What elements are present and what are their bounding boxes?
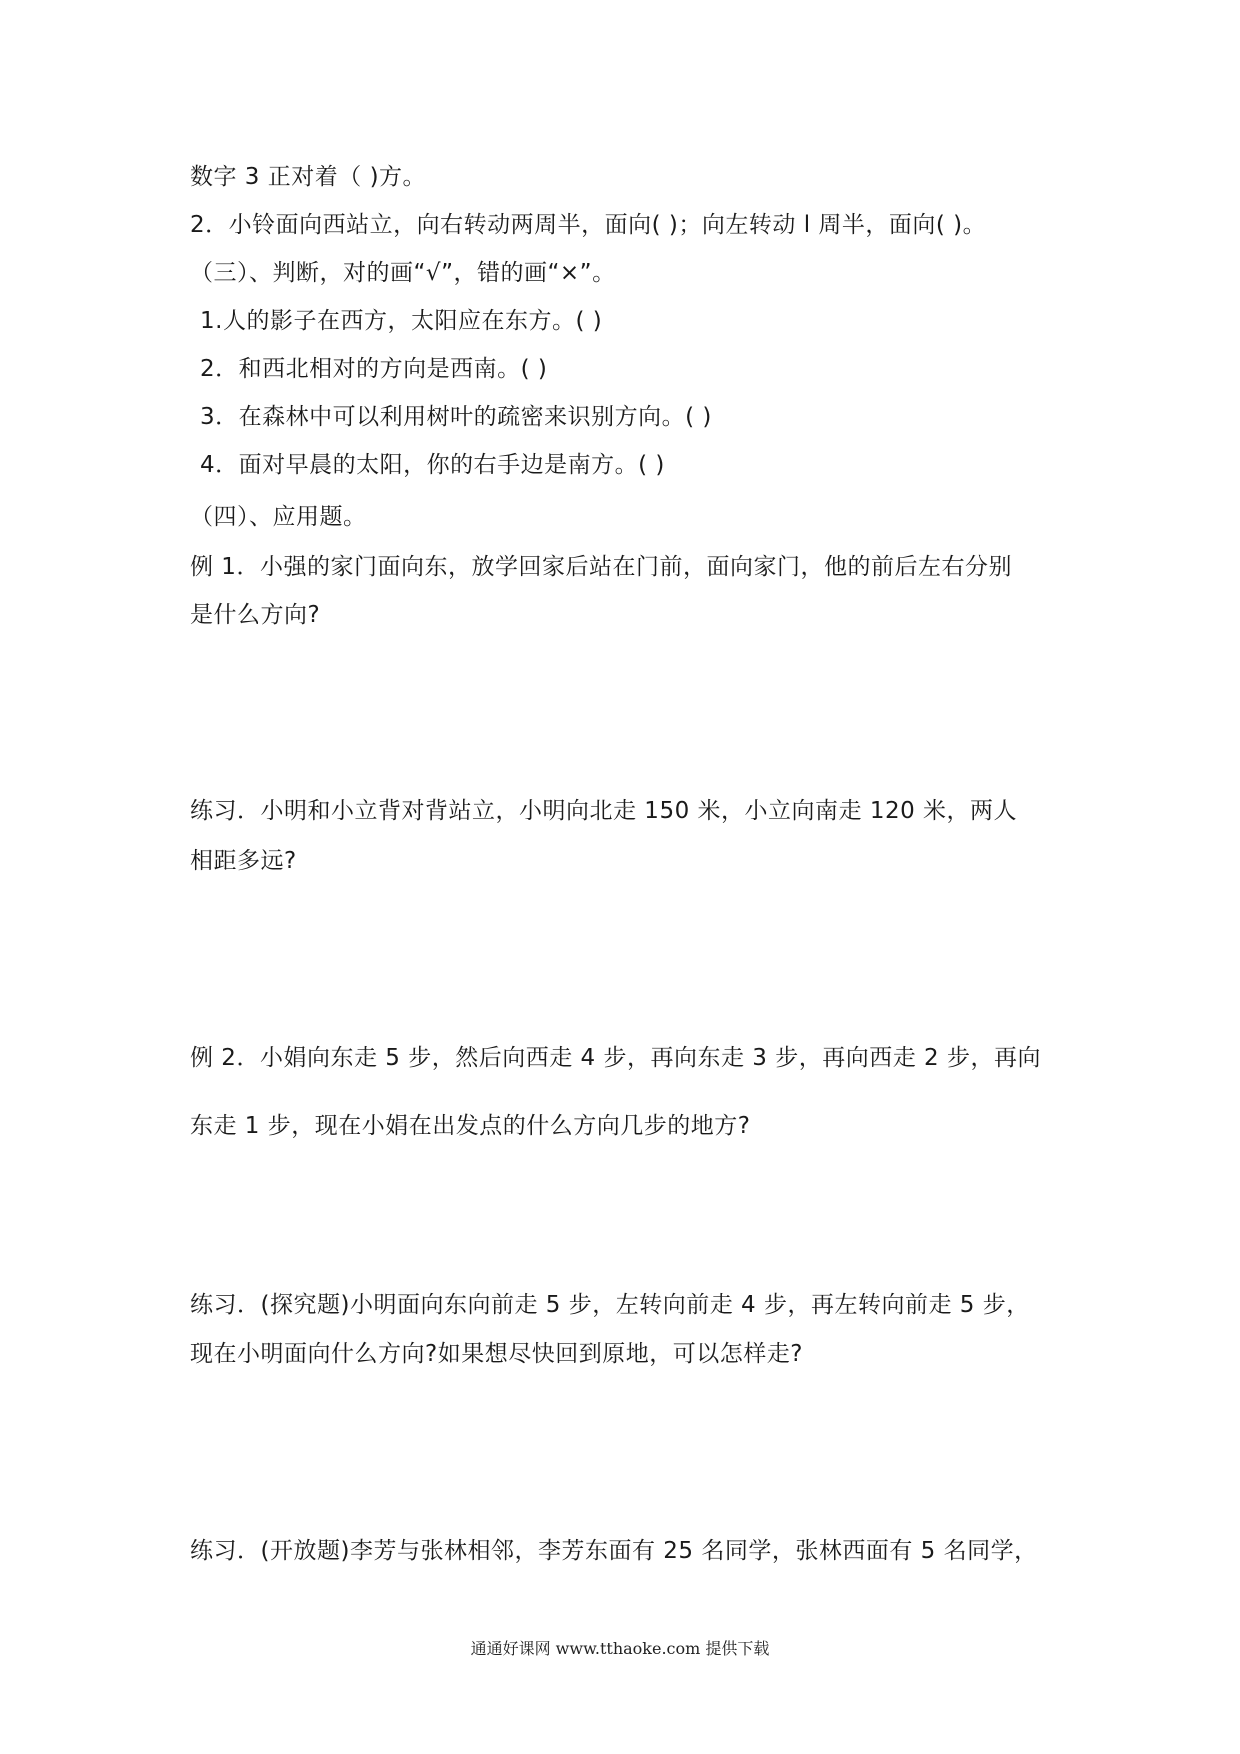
section-heading-application: （四）、应用题。 [190, 504, 367, 530]
judgement-item-3: 3．在森林中可以利用树叶的疏密来识别方向。( ) [200, 404, 712, 430]
judgement-item-1: 1.人的影子在西方，太阳应在东方。( ) [200, 308, 603, 334]
practice-2-line-1: 练习．(探究题)小明面向东向前走 5 步，左转向前走 4 步，再左转向前走 5 步， [190, 1292, 1030, 1318]
example-2-line-2: 东走 1 步，现在小娟在出发点的什么方向几步的地方? [190, 1113, 751, 1139]
question-fill-blank-2: 2．小铃面向西站立，向右转动两周半，面向( )；向左转动 l 周半，面向( )。 [190, 212, 987, 238]
practice-1-line-2: 相距多远? [190, 848, 297, 874]
page-footer: 通通好课网 www.tthaoke.com 提供下载 [470, 1639, 770, 1658]
section-heading-judgement: （三）、判断，对的画“√”，错的画“×”。 [190, 260, 616, 286]
practice-1-line-1: 练习．小明和小立背对背站立，小明向北走 150 米，小立向南走 120 米，两人 [190, 798, 1018, 824]
judgement-item-2: 2．和西北相对的方向是西南。( ) [200, 356, 548, 382]
judgement-item-4: 4．面对早晨的太阳，你的右手边是南方。( ) [200, 452, 665, 478]
example-1-line-1: 例 1．小强的家门面向东，放学回家后站在门前，面向家门，他的前后左右分别 [190, 554, 1012, 580]
question-fill-blank-1-continued: 数字 3 正对着（ )方。 [190, 164, 427, 190]
example-1-line-2: 是什么方向? [190, 602, 321, 628]
example-2-line-1: 例 2．小娟向东走 5 步，然后向西走 4 步，再向东走 3 步，再向西走 2 步，再向 [190, 1045, 1041, 1071]
practice-3-line-1: 练习．(开放题)李芳与张林相邻，李芳东面有 25 名同学，张林西面有 5 名同学， [190, 1538, 1038, 1564]
practice-2-line-2: 现在小明面向什么方向?如果想尽快回到原地，可以怎样走? [190, 1341, 803, 1367]
